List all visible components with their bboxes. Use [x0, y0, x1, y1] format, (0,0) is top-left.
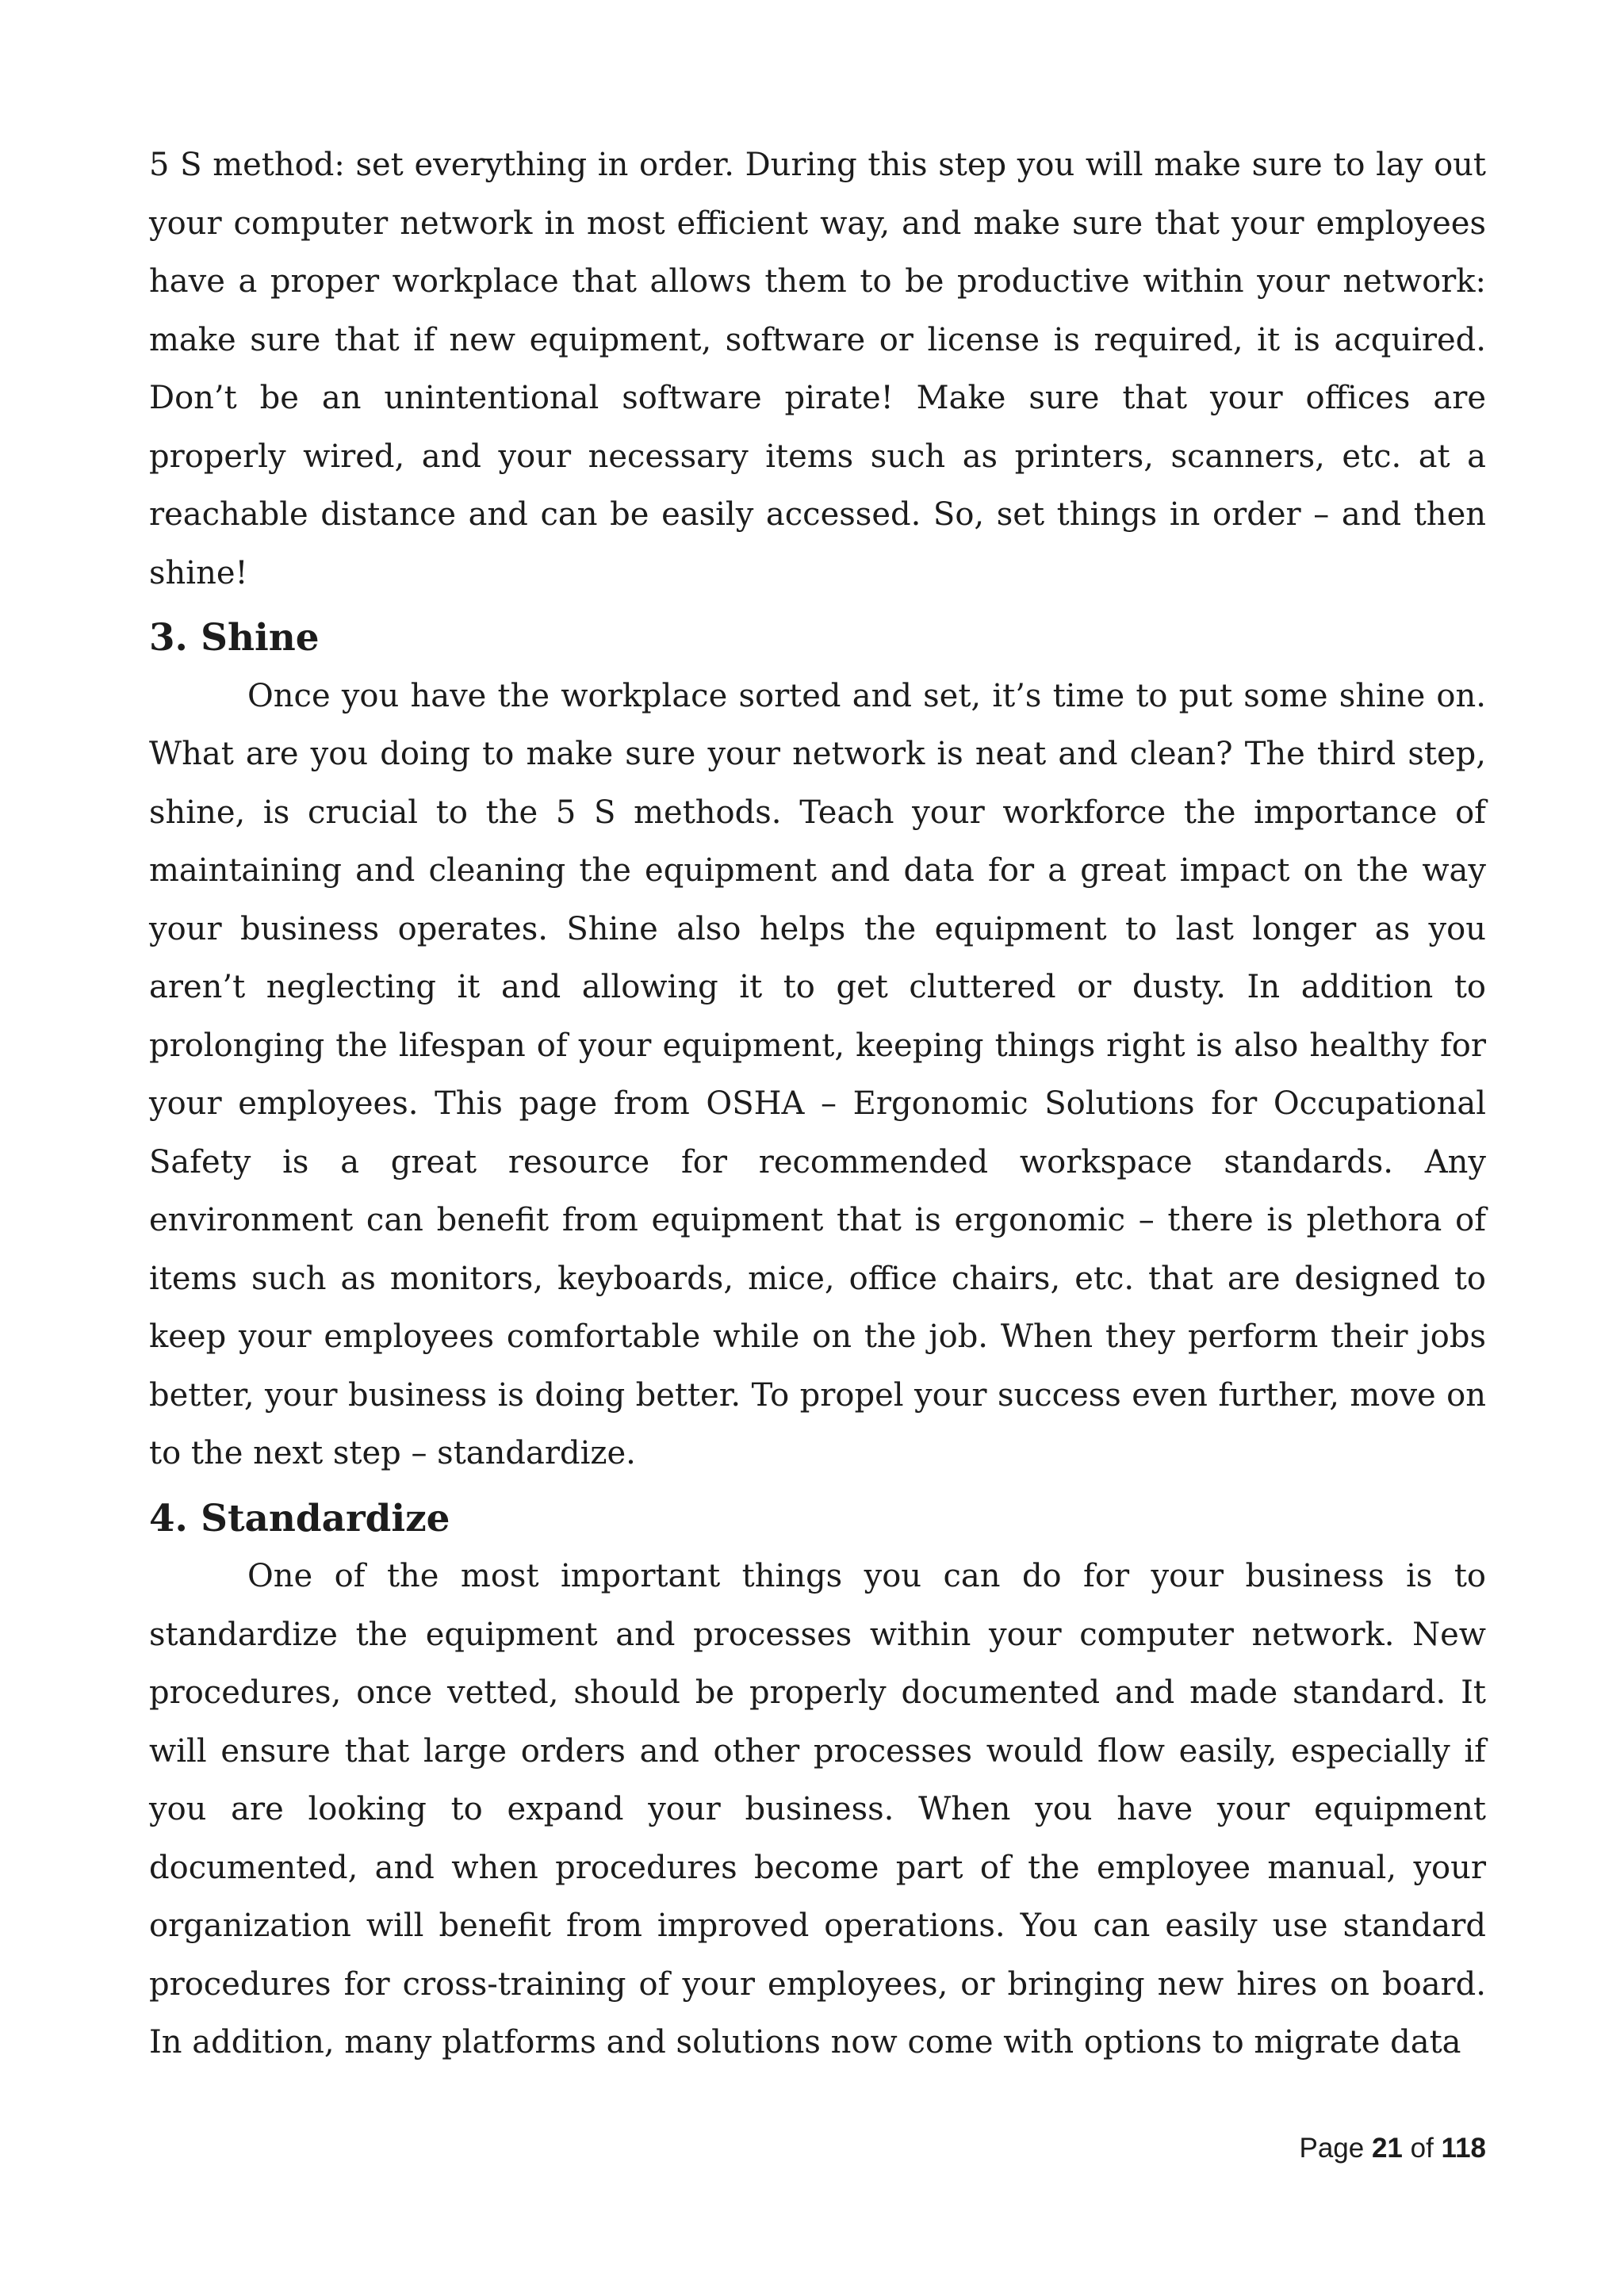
standardize-heading: 4. Standardize [149, 1496, 450, 1540]
current-page-number: 21 [1371, 2133, 1403, 2164]
page-body [149, 136, 1486, 2072]
total-pages-number: 118 [1441, 2133, 1486, 2164]
page-of-label: of [1402, 2133, 1442, 2164]
page-label: Page [1299, 2133, 1372, 2164]
intro-paragraph: 5 S method: set everything in order. During this step you will make sure to lay out your computer network in most efficient way, and make sure that your employees have a proper workplace that allows them to be productive within your network: make sure that if new equipment, software or license is required, it is acquired. Don’t be an unintentional software pirate! Make sure that your offices are properly wired, and your necessary items such as printers, scanners, etc. at a reachable distance and can be easily accessed. So, set things in order – and then shine! [149, 147, 1486, 591]
page-number-footer [1299, 2133, 1486, 2164]
shine-heading: 3. Shine [149, 616, 320, 660]
shine-paragraph: Once you have the workplace sorted and set, it’s time to put some shine on. What are you doing to make sure your network is neat and clean? The third step, shine, is crucial to the 5 S methods. Teach your workforce the importance of maintaining and cleaning the equipment and data for a great impact on the way your business operates. Shine also helps the equipment to last longer as you aren’t neglecting it and allowing it to get cluttered or dusty. In addition to prolonging the lifespan of your equipment, keeping things right is also healthy for your employees. This page from OSHA – Ergonomic Solutions for Occupational Safety is a great resource for recommended workspace standards. Any environment can benefit from equipment that is ergonomic – there is plethora of items such as monitors, keyboards, mice, office chairs, etc. that are designed to keep your employees comfortable while on the job. When they perform their jobs better, your business is doing better. To propel your success even further, move on to the next step – standardize. [149, 677, 1486, 1471]
standardize-paragraph: One of the most important things you can do for your business is to standardize the equipment and processes within your computer network. New procedures, once vetted, should be properly documented and made standard. It will ensure that large orders and other processes would flow easily, especially if you are looking to expand your business. When you have your equipment documented, and when procedures become part of the employee manual, your organization will benefit from improved operations. You can easily use standard procedures for cross-training of your employees, or bringing new hires on board. In addition, many platforms and solutions now come with options to migrate data [149, 1558, 1486, 2061]
